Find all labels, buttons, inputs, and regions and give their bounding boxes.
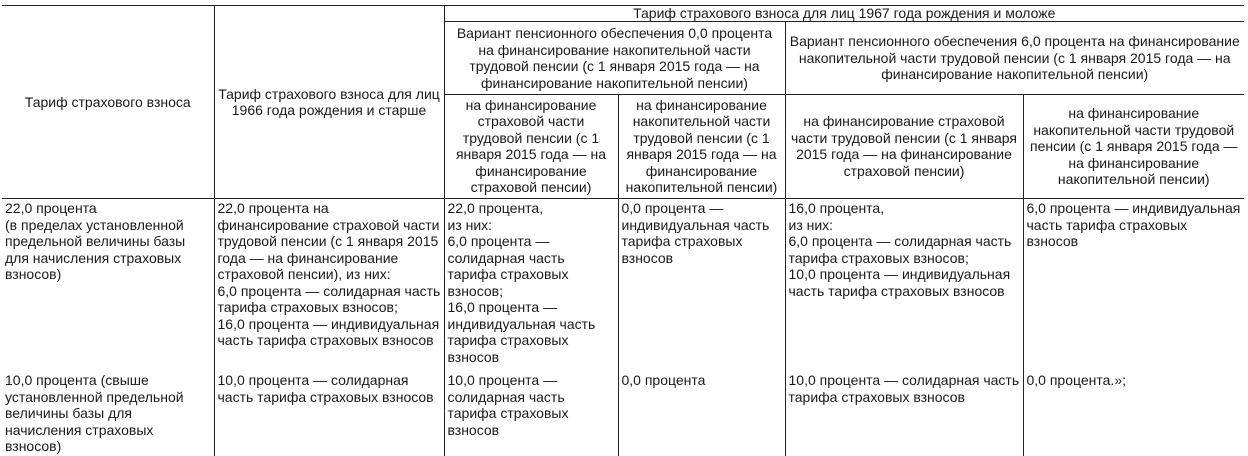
cell-v6-funded-part: 0,0 процента.»;: [1023, 371, 1244, 456]
header-variant-0-percent: Вариант пенсионного обеспечения 0,0 процента на финансирование накопительной части трудовой пенсии (с 1 января 2015 года — на финансирование накопительной пенсии): [444, 22, 785, 95]
cell-v0-insurance-part: 22,0 процента, из них: 6,0 процента — солидарная часть тарифа страховых взносов; 16,0 процента — индивидуальная часть тарифа страховых взносов: [444, 199, 618, 372]
cell-1966-and-older: 22,0 процента на финансирование страховой части трудовой пенсии (с 1 января 2015 года — на финансирование страховой пенсии), из них: 6,0 процента — солидарная часть тарифа страховых взносов; 16,0 процента — индивидуальная часть тарифа страховых взносов: [214, 199, 444, 372]
cell-rate: 10,0 процента (свыше установленной предельной величины базы для начисления страховых взносов): [2, 371, 214, 456]
table-row: [2, 199, 1244, 372]
cell-v6-funded-part: 6,0 процента — индивидуальная часть тарифа страховых взносов: [1023, 199, 1244, 372]
header-rate: Тариф страхового взноса: [2, 6, 214, 199]
cell-1966-and-older: 10,0 процента — солидарная часть тарифа страховых взносов: [214, 371, 444, 456]
cell-v6-insurance-part: 10,0 процента — солидарная часть тарифа страховых взносов: [785, 371, 1023, 456]
cell-v0-insurance-part: 10,0 процента — солидарная часть тарифа страховых взносов: [444, 371, 618, 456]
header-v0-funded-part: на финансирование накопительной части трудовой пенсии (с 1 января 2015 года — на финансирование накопительной пенсии): [618, 94, 785, 198]
tariff-table: [2, 5, 1244, 456]
header-variant-6-percent: Вариант пенсионного обеспечения 6,0 процента на финансирование накопительной части трудовой пенсии (с 1 января 2015 года — на финансирование накопительной пенсии): [785, 22, 1244, 95]
cell-v6-insurance-part: 16,0 процента, из них: 6,0 процента — солидарная часть тарифа страховых взносов; 10,0 процента — индивидуальная часть тарифа страховых взносов: [785, 199, 1023, 372]
cell-rate: 22,0 процента (в пределах установленной предельной величины базы для начисления страховых взносов): [2, 199, 214, 372]
cell-v0-funded-part: 0,0 процента — индивидуальная часть тарифа страховых взносов: [618, 199, 785, 372]
table-row: [2, 371, 1244, 456]
cell-v0-funded-part: 0,0 процента: [618, 371, 785, 456]
header-v0-insurance-part: на финансирование страховой части трудовой пенсии (с 1 января 2015 года — на финансирование страховой пенсии): [444, 94, 618, 198]
header-v6-insurance-part: на финансирование страховой части трудовой пенсии (с 1 января 2015 года — на финансирование страховой пенсии): [785, 94, 1023, 198]
header-v6-funded-part: на финансирование накопительной части трудовой пенсии (с 1 января 2015 года — на финансирование накопительной пенсии): [1023, 94, 1244, 198]
header-1967-and-younger: Тариф страхового взноса для лиц 1967 года рождения и моложе: [444, 6, 1244, 22]
header-1966-and-older: Тариф страхового взноса для лиц 1966 года рождения и старше: [214, 6, 444, 199]
